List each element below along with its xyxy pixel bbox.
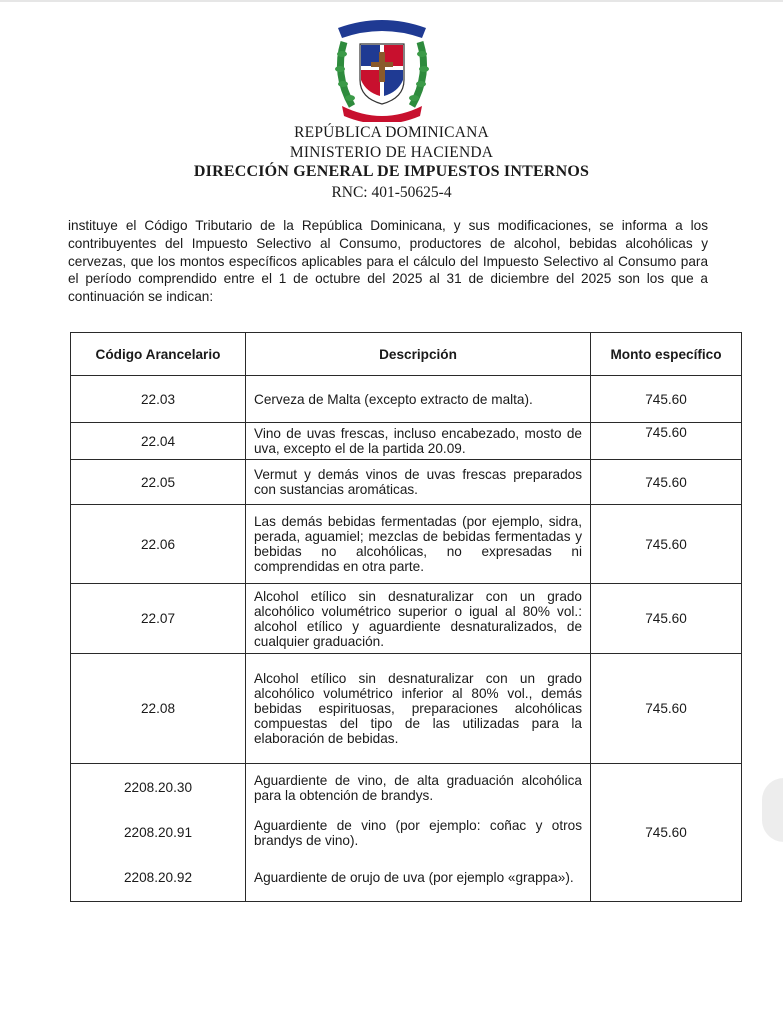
table-row	[71, 584, 742, 654]
table-row	[71, 654, 742, 764]
amount: 745.60	[591, 423, 742, 460]
agency-name: DIRECCIÓN GENERAL DE IMPUESTOS INTERNOS	[193, 163, 590, 180]
table-row	[71, 376, 742, 423]
amount: 745.60	[591, 584, 742, 654]
tariff-code: 2208.20.30	[123, 780, 193, 795]
table-header-row	[71, 333, 742, 376]
table-row	[71, 505, 742, 584]
tariff-code: 22.04	[71, 423, 246, 460]
intro-paragraph: instituye el Código Tributario de la República Dominicana, y sus modificaciones, se informa a los contribuyentes del Impuesto Selectivo al Consumo, productores de alcohol, bebidas alcohólicas y cervezas, que los montos específicos aplicables para el cálculo del Impuesto Selectivo al Consumo para el período comprendido entre el 1 de octubre del 2025 al 31 de diciembre del 2025 son los que a continuación se indican:	[68, 218, 708, 305]
description-group	[246, 764, 591, 902]
description: Cerveza de Malta (excepto extracto de malta).	[246, 376, 591, 423]
amount: 745.60	[591, 764, 742, 902]
tariff-code-group	[71, 764, 246, 902]
ministry-name: MINISTERIO DE HACIENDA	[289, 144, 494, 161]
description: Alcohol etílico sin desnaturalizar con un grado alcohólico volumétrico superior o igual al 80% vol.: alcohol etílico y aguardiente desnaturalizados, de cualquier graduación.	[246, 584, 591, 654]
tariff-code: 22.06	[71, 505, 246, 584]
rnc-number: RNC: 401-50625-4	[331, 184, 452, 201]
tax-table	[70, 332, 742, 902]
tariff-code: 2208.20.92	[123, 870, 193, 885]
description: Aguardiente de orujo de uva (por ejemplo «grappa»).	[254, 870, 574, 885]
column-header-description: Descripción	[246, 333, 591, 376]
tariff-code: 22.07	[71, 584, 246, 654]
tariff-code: 22.08	[71, 654, 246, 764]
country-name: REPÚBLICA DOMINICANA	[294, 124, 489, 141]
table-row	[71, 423, 742, 460]
coat-of-arms-icon	[330, 14, 434, 122]
table-row	[71, 460, 742, 505]
tariff-code: 22.05	[71, 460, 246, 505]
column-header-amount: Monto específico	[591, 333, 742, 376]
description: Alcohol etílico sin desnaturalizar con un grado alcohólico volumétrico inferior al 80% vol., demás bebidas espirituosas, preparaciones alcohólicas compuestas del tipo de las utilizadas para la elaboración de bebidas.	[246, 654, 591, 764]
description: Las demás bebidas fermentadas (por ejemplo, sidra, perada, aguamiel; mezclas de bebidas fermentadas y bebidas no alcohólicas, no expresadas ni comprendidas en otra parte.	[246, 505, 591, 584]
amount: 745.60	[591, 654, 742, 764]
amount: 745.60	[591, 505, 742, 584]
amount: 745.60	[591, 376, 742, 423]
description: Aguardiente de vino (por ejemplo: coñac y otros brandys de vino).	[254, 817, 582, 848]
column-header-code: Código Arancelario	[71, 333, 246, 376]
floating-scroll-handle[interactable]	[762, 778, 783, 842]
description: Aguardiente de vino, de alta graduación alcohólica para la obtención de brandys.	[254, 772, 582, 803]
top-edge	[0, 0, 783, 2]
description: Vermut y demás vinos de uvas frescas preparados con sustancias aromáticas.	[246, 460, 591, 505]
description: Vino de uvas frescas, incluso encabezado, mosto de uva, excepto el de la partida 20.09.	[246, 423, 591, 460]
table-row-group	[71, 764, 742, 902]
tariff-code: 22.03	[71, 376, 246, 423]
tariff-code: 2208.20.91	[123, 825, 193, 840]
amount: 745.60	[591, 460, 742, 505]
